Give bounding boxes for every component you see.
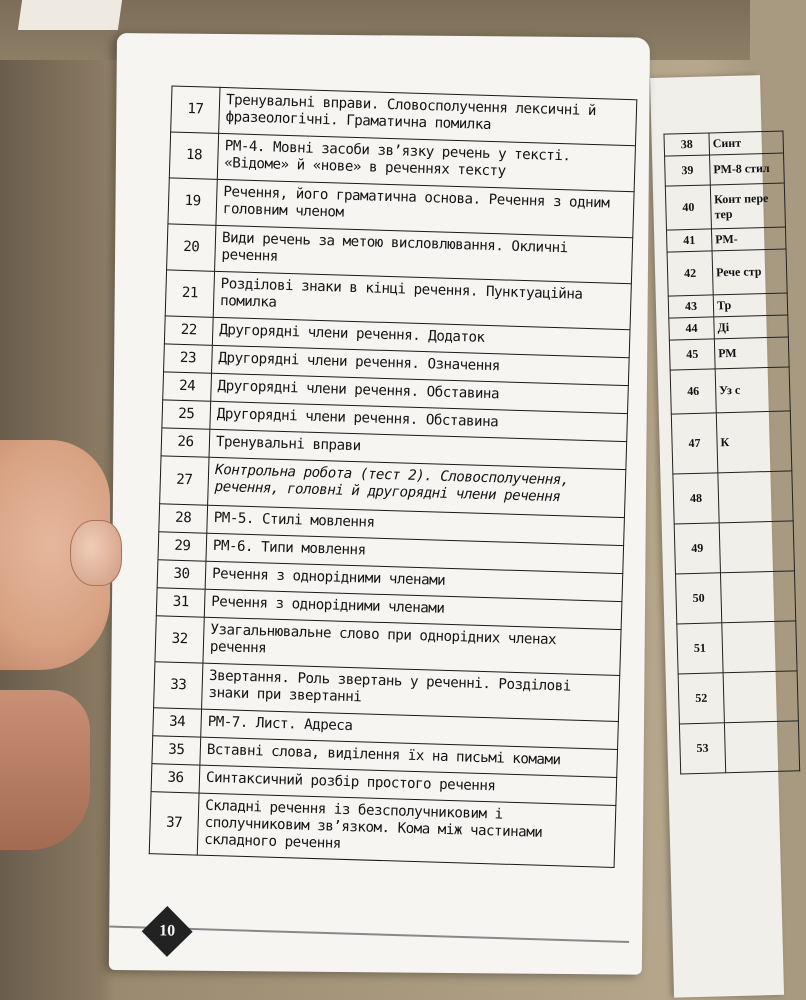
lesson-number: 32 — [155, 616, 204, 663]
right-lesson-number: 41 — [666, 229, 712, 252]
right-table-row — [668, 293, 788, 318]
right-table-row — [679, 721, 799, 774]
right-lesson-number: 38 — [664, 133, 710, 156]
right-table-row — [670, 367, 790, 414]
right-table-row — [665, 153, 785, 186]
right-lesson-number: 45 — [669, 339, 715, 370]
right-lesson-number: 42 — [667, 251, 713, 296]
lesson-topic: Вставні слова, виділення їх на письмі комами — [200, 737, 618, 777]
right-table-row — [669, 337, 789, 370]
lesson-table — [149, 85, 638, 867]
table-row — [149, 792, 616, 868]
right-lesson-number: 39 — [665, 155, 711, 186]
right-lesson-number: 40 — [665, 185, 711, 230]
right-table-row — [677, 621, 797, 674]
right-lesson-topic: Ді — [714, 315, 789, 339]
right-page — [650, 75, 784, 998]
lesson-topic: Розділові знаки в кінці речення. Пунктуаційна помилка — [213, 271, 631, 329]
lesson-number: 24 — [163, 372, 212, 401]
lesson-topic: Другорядні члени речення. Обставина — [211, 373, 629, 413]
lesson-topic: Речення, його граматична основа. Речення з одним головним членом — [216, 179, 634, 237]
right-table-row — [678, 671, 798, 724]
lesson-topic: РМ-4. Мовні засоби зв’язку речень у тексті. «Відоме» й «нове» в реченнях тексту — [217, 133, 635, 191]
right-lesson-topic: Конт пере тер — [710, 183, 785, 229]
right-lesson-topic: РМ-8 стил — [710, 153, 785, 185]
right-lesson-topic: К — [716, 411, 792, 473]
right-lesson-number: 43 — [668, 295, 714, 318]
lesson-number: 17 — [171, 86, 220, 133]
finger — [0, 690, 90, 850]
lesson-number: 30 — [157, 560, 206, 589]
right-lesson-number: 51 — [677, 623, 723, 674]
right-lesson-topic — [722, 621, 797, 673]
right-lesson-topic: Синт — [709, 131, 784, 155]
right-lesson-topic: Тр — [713, 293, 788, 317]
paper-stack — [18, 0, 122, 30]
right-lesson-topic — [719, 521, 794, 573]
lesson-topic: РМ-5. Стилі мовлення — [207, 505, 625, 545]
lesson-topic: Речення з однорідними членами — [204, 589, 622, 629]
lesson-topic: Другорядні члени речення. Обставина — [210, 401, 628, 441]
right-lesson-topic: Рече стр — [712, 249, 787, 295]
lesson-number: 28 — [159, 504, 208, 533]
lesson-number: 21 — [165, 270, 214, 317]
right-lesson-number: 49 — [674, 523, 720, 574]
lesson-number: 36 — [151, 764, 200, 793]
lesson-number: 31 — [156, 588, 205, 617]
right-table-row — [675, 571, 795, 624]
right-table-row — [664, 131, 784, 156]
lesson-topic: Контрольна робота (тест 2). Словосполучення, речення, головні й другорядні члени речення — [208, 457, 626, 517]
lesson-topic: Другорядні члени речення. Додаток — [212, 317, 630, 357]
right-page-table — [663, 131, 800, 775]
lesson-number: 29 — [158, 532, 207, 561]
right-lesson-number: 47 — [671, 413, 718, 474]
right-table-row — [674, 521, 794, 574]
right-table-row — [673, 471, 793, 524]
lesson-topic: Другорядні члени речення. Означення — [212, 345, 630, 385]
lesson-number: 33 — [154, 662, 203, 709]
lesson-topic: Синтаксичний розбір простого речення — [199, 765, 617, 805]
lesson-number: 35 — [152, 736, 201, 765]
right-lesson-number: 46 — [670, 369, 716, 414]
lesson-number: 18 — [169, 132, 218, 179]
right-lesson-number: 53 — [679, 723, 725, 774]
page-number: 10 — [159, 922, 176, 940]
lesson-topic: Звертання. Роль звертань у реченні. Розділові знаки при звертанні — [202, 663, 620, 721]
lesson-number: 27 — [160, 456, 209, 505]
lesson-topic: Тренувальні вправи. Словосполучення лексичні й фразеологічні. Граматична помилка — [219, 87, 637, 145]
lesson-number: 34 — [153, 708, 202, 737]
right-lesson-number: 50 — [675, 573, 721, 624]
right-lesson-topic — [720, 571, 795, 623]
right-lesson-topic — [723, 671, 798, 723]
right-lesson-topic: РМ — [714, 337, 789, 369]
lesson-number: 37 — [149, 792, 199, 855]
right-lesson-number: 52 — [678, 673, 724, 724]
right-table-row — [667, 249, 787, 296]
right-lesson-topic: РМ- — [711, 227, 786, 251]
right-table-row — [665, 183, 785, 230]
right-lesson-topic: Уз с — [715, 367, 790, 413]
right-lesson-topic — [718, 471, 793, 523]
left-page — [109, 33, 650, 975]
right-lesson-number: 44 — [669, 317, 715, 340]
lesson-topic: Речення з однорідними членами — [205, 561, 623, 601]
page-number-badge — [142, 906, 193, 957]
right-lesson-topic — [724, 721, 799, 773]
lesson-number: 19 — [168, 178, 217, 225]
lesson-topic: Тренувальні вправи — [209, 429, 627, 469]
lesson-number: 26 — [161, 428, 210, 457]
lesson-number: 20 — [167, 224, 216, 271]
lesson-topic: Складні речення із безсполучниковим і сполучниковим зв’язком. Кома між частинами складного речення — [197, 793, 616, 867]
lesson-number: 23 — [164, 344, 213, 373]
lesson-number: 25 — [162, 400, 211, 429]
right-lesson-number: 48 — [673, 473, 719, 524]
thumbnail — [70, 520, 122, 586]
lesson-topic: РМ-7. Лист. Адреса — [201, 709, 619, 749]
right-table-row — [669, 315, 789, 340]
right-table-row — [671, 411, 792, 474]
lesson-topic: Види речень за метою висловлювання. Окличні речення — [215, 225, 633, 283]
lesson-topic: РМ-6. Типи мовлення — [206, 533, 624, 573]
right-table-row — [666, 227, 786, 252]
lesson-number: 22 — [164, 316, 213, 345]
lesson-topic: Узагальнювальне слово при однорідних членах речення — [203, 617, 621, 675]
